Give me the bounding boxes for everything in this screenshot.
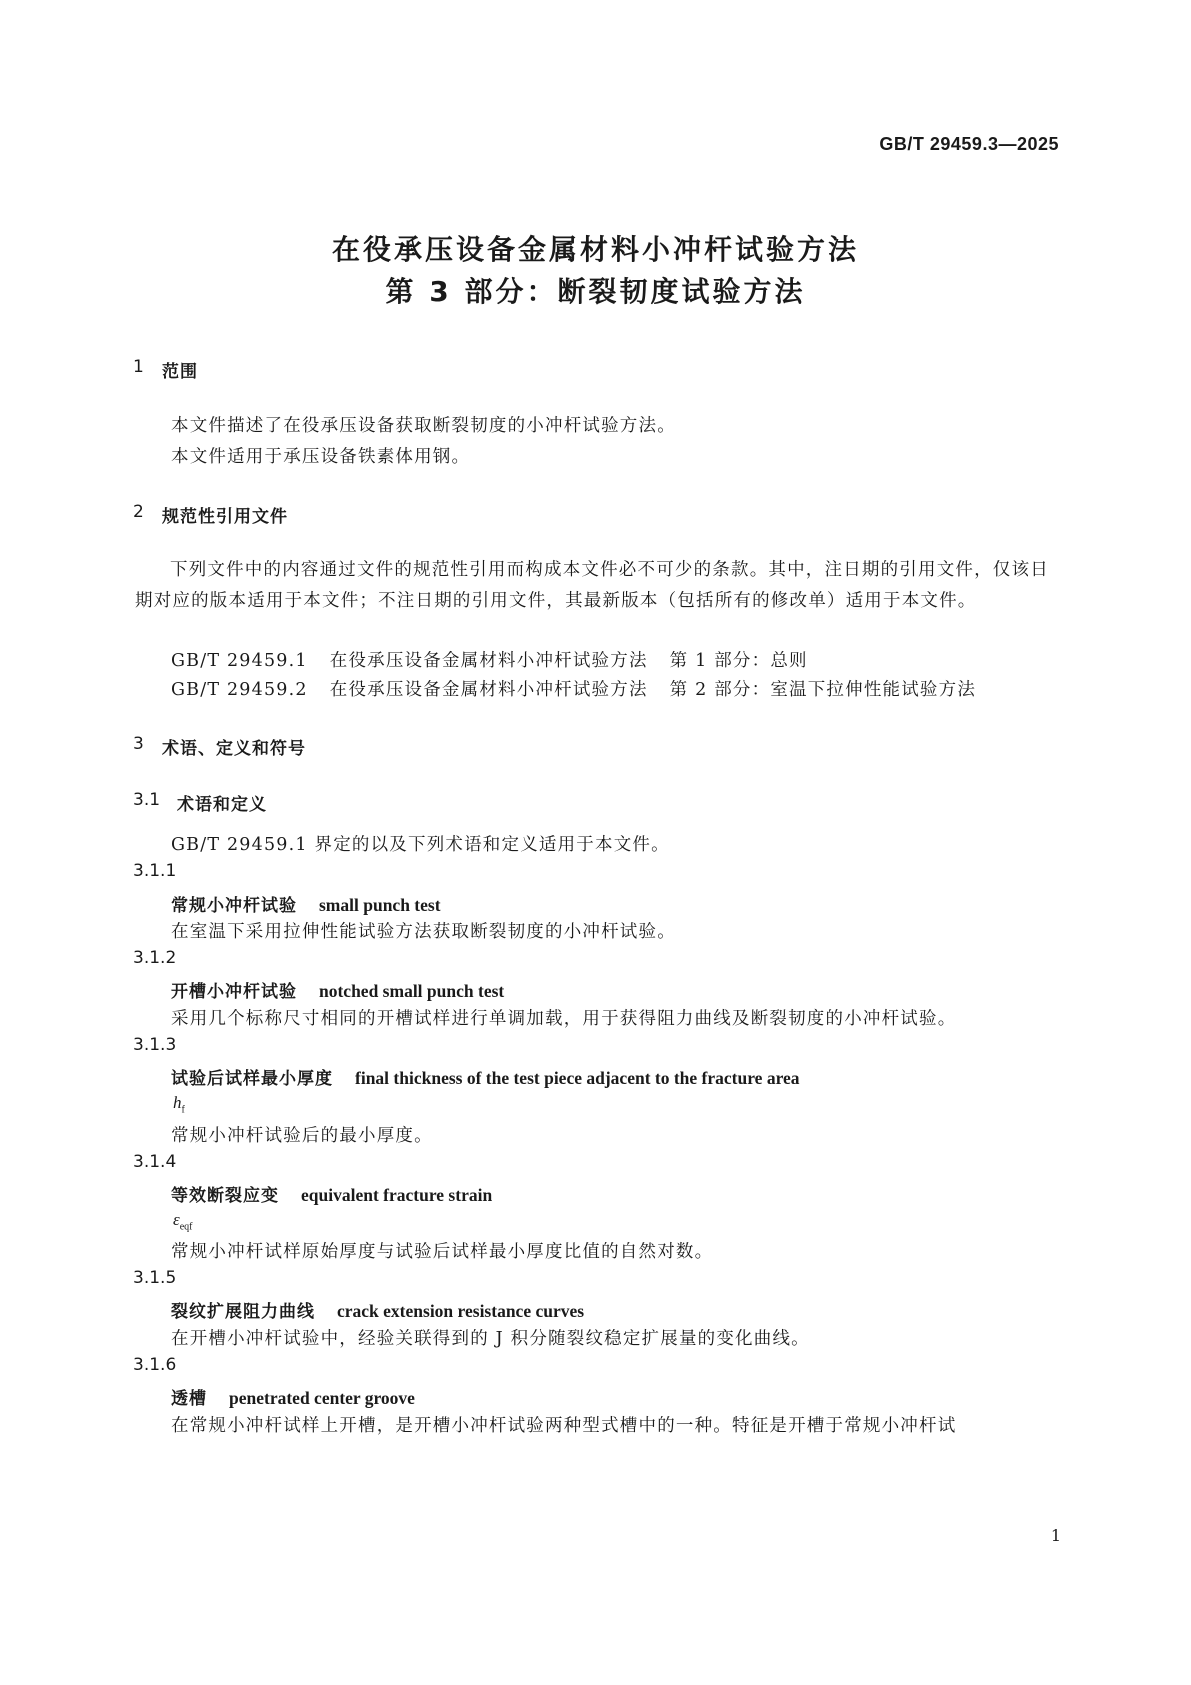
term-symbol: $h_f$: [173, 1093, 185, 1116]
term-zh: 开槽小冲杆试验: [171, 982, 297, 1002]
term-zh: 裂纹扩展阻力曲线: [171, 1302, 315, 1322]
term-number: 3.1.2: [133, 948, 177, 968]
term-definition: 在室温下采用拉伸性能试验方法获取断裂韧度的小冲杆试验。: [171, 922, 676, 942]
term-definition: 采用几个标称尺寸相同的开槽试样进行单调加载，用于获得阻力曲线及断裂韧度的小冲杆试验。: [171, 1009, 957, 1029]
reference-item: [171, 647, 808, 672]
standard-number: GB/T 29459.3—2025: [879, 134, 1059, 154]
reference-title: 在役承压设备金属材料小冲杆试验方法: [329, 651, 648, 671]
subsection-3-1-number: 3.1: [133, 790, 161, 810]
reference-code: GB/T 29459.2: [171, 680, 308, 700]
term-en: penetrated center groove: [229, 1388, 415, 1408]
term-en: small punch test: [319, 895, 441, 915]
section-1-number: 1: [133, 357, 144, 377]
term-definition: 常规小冲杆试验后的最小厚度。: [171, 1126, 433, 1146]
term-heading: [171, 977, 504, 1002]
section-1-para-2: 本文件适用于承压设备铁素体用钢。: [171, 447, 471, 467]
reference-part: 第 1 部分：总则: [669, 651, 808, 671]
section-3-number: 3: [133, 734, 144, 754]
section-1-para-1: 本文件描述了在役承压设备获取断裂韧度的小冲杆试验方法。: [171, 416, 676, 436]
term-zh: 透槽: [171, 1389, 207, 1409]
page-number: 1: [1050, 1526, 1061, 1545]
term-number: 3.1.4: [133, 1152, 177, 1172]
term-zh: 常规小冲杆试验: [171, 896, 297, 916]
subsection-3-1-intro: GB/T 29459.1 界定的以及下列术语和定义适用于本文件。: [171, 835, 670, 855]
term-definition: 在开槽小冲杆试验中，经验关联得到的 J 积分随裂纹稳定扩展量的变化曲线。: [171, 1329, 810, 1349]
term-heading: [171, 1064, 800, 1089]
subsection-3-1-heading: 术语和定义: [177, 795, 267, 815]
term-number: 3.1.3: [133, 1035, 177, 1055]
section-2-number: 2: [133, 502, 144, 522]
section-2-para: 下列文件中的内容通过文件的规范性引用而构成本文件必不可少的条款。其中，注日期的引用文件，仅该日期对应的版本适用于本文件；不注日期的引用文件，其最新版本（包括所有的修改单）适用于本文件。: [135, 560, 1049, 611]
section-3-heading: 术语、定义和符号: [162, 739, 306, 759]
term-en: equivalent fracture strain: [301, 1185, 493, 1205]
document-title-line2: 第 3 部分：断裂韧度试验方法: [385, 275, 806, 308]
term-en: notched small punch test: [319, 981, 505, 1001]
section-1-heading: 范围: [162, 362, 198, 382]
term-number: 3.1.1: [133, 861, 177, 881]
term-definition: 在常规小冲杆试样上开槽，是开槽小冲杆试验两种型式槽中的一种。特征是开槽于常规小冲杆试: [171, 1416, 957, 1436]
term-number: 3.1.5: [133, 1268, 177, 1288]
section-2-heading: 规范性引用文件: [162, 507, 288, 527]
term-heading: [171, 1181, 492, 1206]
reference-item: [171, 676, 976, 701]
term-heading: [171, 1384, 415, 1409]
term-heading: [171, 1297, 584, 1322]
term-zh: 试验后试样最小厚度: [171, 1069, 333, 1089]
reference-title: 在役承压设备金属材料小冲杆试验方法: [329, 680, 648, 700]
term-en: crack extension resistance curves: [337, 1301, 585, 1321]
term-number: 3.1.6: [133, 1355, 177, 1375]
reference-code: GB/T 29459.1: [171, 651, 308, 671]
term-heading: [171, 891, 441, 916]
reference-part: 第 2 部分：室温下拉伸性能试验方法: [669, 680, 977, 700]
term-definition: 常规小冲杆试样原始厚度与试验后试样最小厚度比值的自然对数。: [171, 1242, 714, 1262]
term-en: final thickness of the test piece adjacent to the fracture area: [355, 1068, 800, 1088]
term-symbol: $\varepsilon_{eqf}$: [173, 1210, 193, 1233]
term-zh: 等效断裂应变: [171, 1186, 279, 1206]
document-title-line1: 在役承压设备金属材料小冲杆试验方法: [331, 233, 859, 266]
